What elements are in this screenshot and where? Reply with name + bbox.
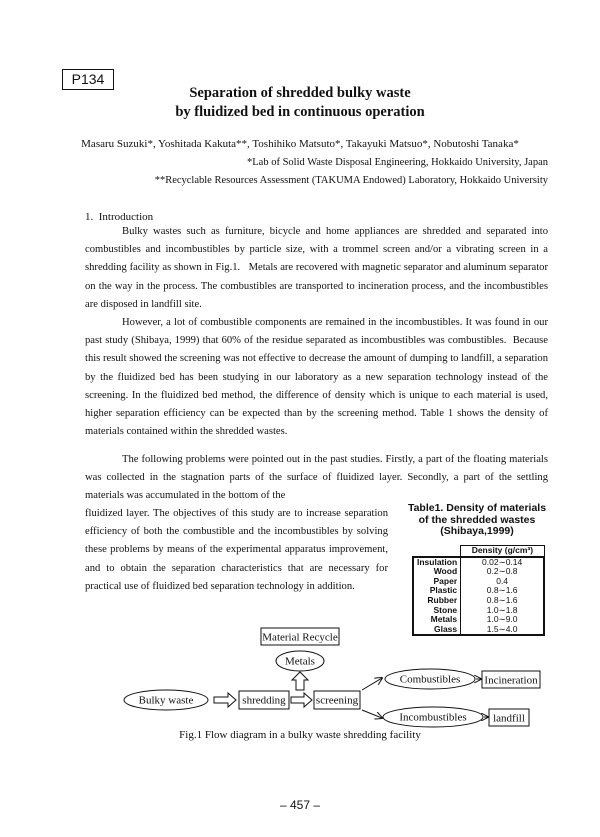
paragraph-3a: The following problems were pointed out in the past studies. Firstly, a part of the floating materials was collected in the stagnation parts of the surface of fluidized layer. Secondly, a part of the settling materials was accumulated in the bottom of the xyxy=(85,454,548,502)
table-caption-line-1: Table1. Density of materials xyxy=(407,502,547,514)
title-line-2: by fluidized bed in continuous operation xyxy=(175,104,425,120)
authors: Masaru Suzuki*, Yoshitada Kakuta**, Toshihiko Matsuto*, Takayuki Matsuo*, Nobutoshi Tanaka* xyxy=(81,138,519,150)
paragraph-1: Bulky wastes such as furniture, bicycle and home appliances are shredded and separated into combustibles and incombustibles by particle size, with a trommel screen and/or a vibrating screen in a shredding facility as shown in Fig.1. Metals are recovered with magnetic separator and aluminum separator on the way in the process. The combustibles are transported to incineration process, and the incombustibles are disposed in landfill site. xyxy=(85,226,548,310)
page-number: – 457 – xyxy=(279,798,321,812)
material-cell: Metals xyxy=(413,615,461,625)
material-cell: Rubber xyxy=(413,596,461,606)
flow-diagram xyxy=(0,620,600,730)
density-cell: 0.8∼1.6 xyxy=(461,586,545,596)
density-cell: 1.0∼1.8 xyxy=(461,606,545,616)
table-caption xyxy=(402,503,552,538)
arrow-to-combustibles xyxy=(362,678,382,690)
paper-code-box: P134 xyxy=(62,69,114,90)
density-cell: 0.4 xyxy=(461,577,545,587)
figure-caption: Fig.1 Flow diagram in a bulky waste shredding facility xyxy=(179,729,421,741)
table-caption-line-3: (Shibaya,1999) xyxy=(440,525,514,537)
table-row xyxy=(413,557,544,568)
shredding-label: shredding xyxy=(242,694,286,707)
material-cell: Glass xyxy=(413,625,461,636)
affiliation-2: **Recyclable Resources Assessment (TAKUMA Endowed) Laboratory, Hokkaido University xyxy=(154,175,548,186)
title-line-1: Separation of shredded bulky waste xyxy=(189,85,411,101)
density-cell: 0.02∼0.14 xyxy=(461,557,545,568)
material-recycle-label: Material Recycle xyxy=(262,631,338,644)
bulky-waste-label: Bulky waste xyxy=(138,694,194,707)
metals-label: Metals xyxy=(285,655,315,668)
affiliation-1: *Lab of Solid Waste Disposal Engineering, Hokkaido University, Japan xyxy=(247,157,548,168)
incineration-label: Incineration xyxy=(484,674,538,687)
density-cell: 1.5∼4.0 xyxy=(461,625,545,636)
material-cell: Insulation xyxy=(413,557,461,568)
screening-label: screening xyxy=(315,694,359,707)
paragraph-2: However, a lot of combustible components are remained in the incombustibles. It was found in our past study (Shibaya, 1999) that 60% of the residue separated as incombustibles was combustibles. Because this result showed the screening was not effective to decrease the amount of dumping to landfill, a separation by the fluidized bed has been studying in our laboratory as a new separation technology instead of the screening. In the fluidized bed method, the difference of density which is unique to each material is used, higher separation efficiency can be expected than by the screening method. Table 1 shows the density of materials contained within the shredded wastes. xyxy=(85,317,548,438)
right-arrow-icon xyxy=(291,693,312,707)
up-arrow-icon xyxy=(292,672,308,690)
table-row xyxy=(413,567,544,577)
density-cell: 1.0∼9.0 xyxy=(461,615,545,625)
landfill-label: landfill xyxy=(493,712,525,725)
incombustibles-label: Incombustibles xyxy=(399,711,467,724)
table-row xyxy=(413,596,544,606)
arrow-to-incombustibles xyxy=(362,710,382,718)
material-cell: Stone xyxy=(413,606,461,616)
combustibles-label: Combustibles xyxy=(399,673,461,686)
paragraph-3b: fluidized layer. The objectives of this study are to increase separation efficiency of both the combustible and the incombustibles by solving these problems by means of the experimental apparatus improvement, and to obtain the separation characteristics that are necessary for practical use of fluidized bed separation technology in addition. xyxy=(85,508,388,592)
table-caption-line-2: of the shredded wastes xyxy=(418,513,536,526)
material-cell: Plastic xyxy=(413,586,461,596)
density-cell: 0.2∼0.8 xyxy=(461,567,545,577)
material-cell: Paper xyxy=(413,577,461,587)
right-arrow-icon xyxy=(214,693,236,707)
density-header: Density (g/cm³) xyxy=(461,546,545,557)
material-cell: Wood xyxy=(413,567,461,577)
section-heading: 1. Introduction xyxy=(85,211,154,223)
density-cell: 0.8∼1.6 xyxy=(461,596,545,606)
